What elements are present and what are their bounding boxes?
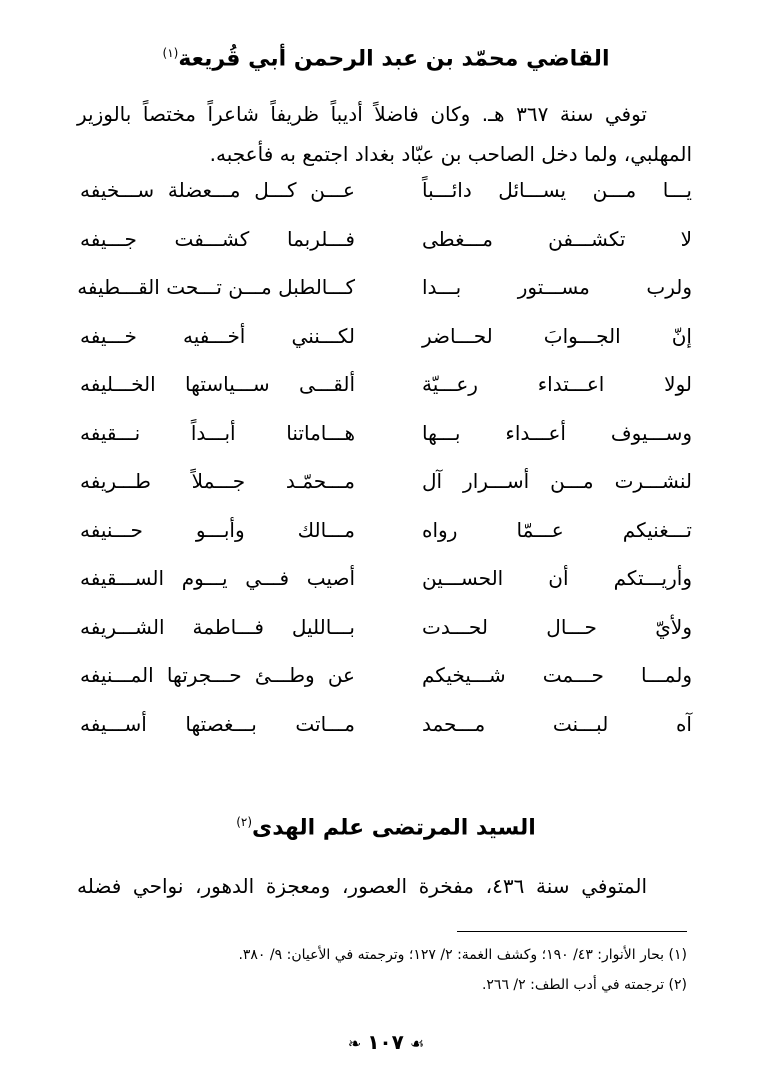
verse-first-hemistich: تـــغنيكم عـــمّا رواه (422, 517, 692, 542)
footnote: (٢) ترجمته في أدب الطف: ٢/ ٢٦٦. (481, 977, 687, 993)
verse-first-hemistich: لولا اعـــتداء رعـــيّة (422, 372, 692, 396)
verse-second-hemistich: أصيب فـــي يـــوم الســـقيفه (80, 566, 355, 590)
page-number-area (0, 1030, 772, 1054)
poem-verse (0, 275, 772, 324)
verse-second-hemistich: بـــالليل فـــاطمة الشـــريفه (80, 614, 355, 639)
verse-second-hemistich: عن وطـــئ حـــجرتها المـــنيفه (80, 663, 355, 687)
section-title-text: القاضي محمّد بن عبد الرحمن أبي قُريعة (178, 46, 610, 72)
verse-second-hemistich: فـــلربما كشـــفت جـــيفه (80, 226, 355, 251)
verse-first-hemistich: وســـيوف أعـــداء بـــها (422, 420, 692, 445)
poem-verse (0, 615, 772, 664)
verse-first-hemistich: يـــا مـــن يســـائل دائـــباً (422, 178, 692, 202)
verse-first-hemistich: ولمـــا حـــمت شـــيخيكم (422, 663, 692, 687)
verse-first-hemistich: لنشـــرت مـــن أســـرار آل (422, 469, 692, 493)
footnote-ref: (٢) (236, 815, 253, 829)
poem-verse (0, 324, 772, 373)
verse-first-hemistich: وأريـــتكم أن الحســـين (422, 566, 692, 590)
ornament-icon: ❧ (347, 1034, 362, 1053)
section-title-abi-quraya (0, 46, 772, 71)
ornament-icon: ☙ (409, 1034, 425, 1053)
verse-first-hemistich: لا تكشـــفن مـــغطى (422, 226, 692, 251)
footnote: (١) بحار الأنوار: ٤٣/ ١٩٠؛ وكشف الغمة: ٢/ ١٢٧؛ وترجمته في الأعيان: ٩/ ٣٨٠. (238, 947, 687, 963)
paragraph-line: المهلبي، ولما دخل الصاحب بن عبّاد بغداد اجتمع به فأعجبه. (209, 142, 692, 166)
poem (0, 178, 772, 760)
verse-second-hemistich: كـــالطبل مـــن تـــحت القـــطيفه (77, 275, 355, 299)
poem-verse (0, 421, 772, 470)
verse-second-hemistich: ألقـــى ســـياستها الخـــليفه (80, 372, 355, 396)
verse-first-hemistich: ولرب مســـتور بـــدا (422, 275, 692, 299)
poem-verse (0, 712, 772, 761)
footnote-divider (457, 931, 687, 932)
poem-verse (0, 566, 772, 615)
verse-first-hemistich: ولأيّ حـــال لحـــدت (422, 614, 692, 639)
poem-verse (0, 663, 772, 712)
verse-second-hemistich: عـــن كـــل مـــعضلة ســـخيفه (80, 178, 355, 202)
verse-second-hemistich: لكـــنني أخـــفيه خـــيفه (80, 323, 355, 348)
page-number: ١٠٧ (367, 1030, 404, 1054)
biography-paragraph (77, 866, 692, 906)
poem-verse (0, 227, 772, 276)
verse-first-hemistich: آه لبـــنت مـــحمد (422, 711, 692, 736)
poem-verse (0, 518, 772, 567)
biography-paragraph (77, 94, 692, 174)
footnote-ref: (١) (162, 46, 179, 60)
section-title-text: السيد المرتضى علم الهدى (252, 815, 536, 841)
paragraph-line: المتوفي سنة ٤٣٦، مفخرة العصور، ومعجزة الدهور، نواحي فضله (77, 874, 647, 898)
poem-verse (0, 178, 772, 227)
paragraph-line: توفي سنة ٣٦٧ هـ. وكان فاضلاً أديباً ظريفاً شاعراً مختصاً بالوزير (77, 102, 647, 126)
verse-second-hemistich: مـــحمّـد جـــملاً طـــريفه (80, 469, 355, 493)
verse-second-hemistich: مـــاتت بـــغصتها أســـيفه (80, 711, 355, 736)
poem-verse (0, 469, 772, 518)
verse-second-hemistich: هـــاماتنا أبـــداً نـــقيفه (80, 420, 355, 445)
poem-verse (0, 372, 772, 421)
verse-first-hemistich: إنّ الجـــوابَ لحـــاضر (422, 323, 692, 348)
section-title-al-murtada (0, 815, 772, 840)
verse-second-hemistich: مـــالك وأبـــو حـــنيفه (80, 517, 355, 542)
